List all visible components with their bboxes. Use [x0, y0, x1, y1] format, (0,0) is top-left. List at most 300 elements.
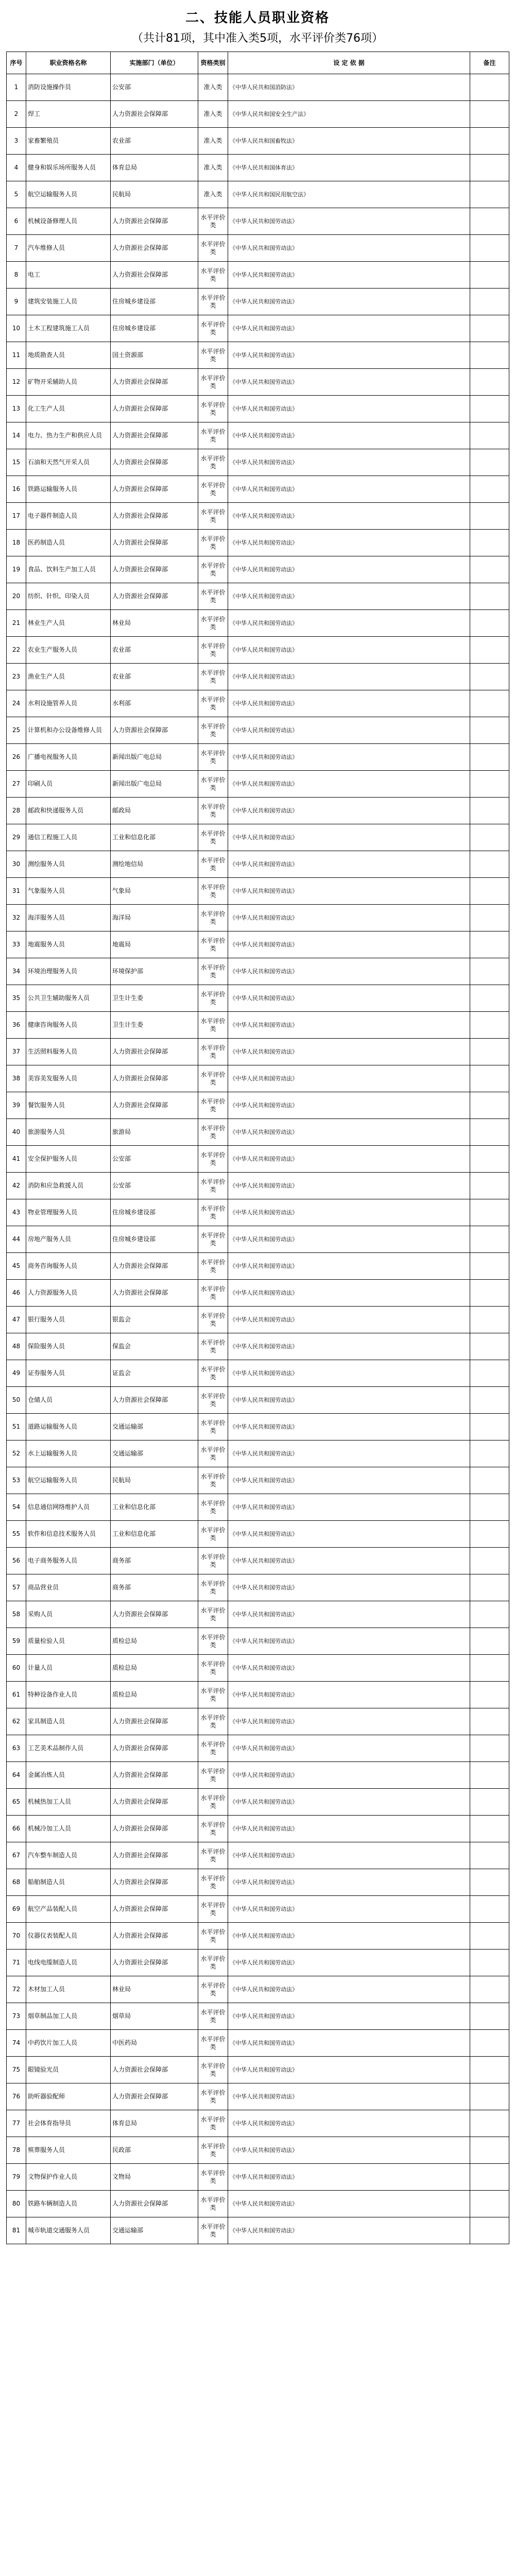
table-row	[7, 1307, 509, 1333]
cell-department: 人力资源社会保障部	[111, 262, 198, 289]
table-row	[7, 449, 509, 476]
cell-category: 水平评价类	[198, 690, 228, 717]
cell-department: 交通运输部	[111, 1440, 198, 1467]
cell-department: 人力资源社会保障部	[111, 1039, 198, 1065]
cell-department: 人力资源社会保障部	[111, 1065, 198, 1092]
table-row	[7, 556, 509, 583]
cell-category: 水平评价类	[198, 2137, 228, 2164]
table-row	[7, 530, 509, 556]
cell-index: 65	[7, 1789, 26, 1816]
cell-department: 人力资源社会保障部	[111, 1842, 198, 1869]
cell-note	[470, 798, 509, 824]
cell-qualification-name: 印刷人员	[26, 771, 111, 798]
cell-note	[470, 2137, 509, 2164]
cell-index: 23	[7, 664, 26, 690]
cell-qualification-name: 木材加工人员	[26, 1976, 111, 2003]
cell-category: 水平评价类	[198, 396, 228, 422]
cell-qualification-name: 矿物开采辅助人员	[26, 369, 111, 396]
cell-qualification-name: 旅游服务人员	[26, 1119, 111, 1146]
cell-category: 水平评价类	[198, 878, 228, 905]
table-row	[7, 931, 509, 958]
cell-qualification-name: 安全保护服务人员	[26, 1146, 111, 1173]
cell-index: 2	[7, 101, 26, 128]
cell-index: 52	[7, 1440, 26, 1467]
cell-index: 78	[7, 2137, 26, 2164]
cell-department: 气象局	[111, 878, 198, 905]
cell-note	[470, 235, 509, 262]
header-category: 资格类别	[198, 52, 228, 74]
cell-note	[470, 1816, 509, 1842]
cell-basis: 《中华人民共和国劳动法》	[228, 396, 470, 422]
cell-basis: 《中华人民共和国安全生产法》	[228, 101, 470, 128]
cell-basis: 《中华人民共和国劳动法》	[228, 1092, 470, 1119]
cell-qualification-name: 保险服务人员	[26, 1333, 111, 1360]
cell-department: 住房城乡建设部	[111, 289, 198, 315]
table-row	[7, 342, 509, 369]
table-row	[7, 610, 509, 637]
cell-basis: 《中华人民共和国劳动法》	[228, 1976, 470, 2003]
cell-index: 46	[7, 1280, 26, 1307]
cell-basis: 《中华人民共和国民用航空法》	[228, 181, 470, 208]
cell-note	[470, 2083, 509, 2110]
cell-basis: 《中华人民共和国劳动法》	[228, 1173, 470, 1199]
cell-qualification-name: 电力、热力生产和供应人员	[26, 422, 111, 449]
table-row	[7, 1146, 509, 1173]
cell-basis: 《中华人民共和国劳动法》	[228, 1307, 470, 1333]
cell-department: 文物局	[111, 2164, 198, 2191]
cell-qualification-name: 地震服务人员	[26, 931, 111, 958]
cell-index: 79	[7, 2164, 26, 2191]
cell-index: 25	[7, 717, 26, 744]
table-row	[7, 1333, 509, 1360]
cell-index: 77	[7, 2110, 26, 2137]
cell-category: 水平评价类	[198, 1173, 228, 1199]
table-row	[7, 878, 509, 905]
header-index: 序号	[7, 52, 26, 74]
cell-qualification-name: 铁路车辆制造人员	[26, 2191, 111, 2217]
cell-note	[470, 1065, 509, 1092]
cell-index: 59	[7, 1628, 26, 1655]
table-row	[7, 2110, 509, 2137]
cell-category: 水平评价类	[198, 2057, 228, 2083]
cell-basis: 《中华人民共和国体育法》	[228, 155, 470, 181]
table-row	[7, 1789, 509, 1816]
cell-index: 9	[7, 289, 26, 315]
cell-basis: 《中华人民共和国劳动法》	[228, 664, 470, 690]
cell-department: 住房城乡建设部	[111, 315, 198, 342]
cell-department: 人力资源社会保障部	[111, 1092, 198, 1119]
cell-category: 水平评价类	[198, 503, 228, 530]
cell-category: 水平评价类	[198, 717, 228, 744]
cell-index: 81	[7, 2217, 26, 2244]
cell-category: 水平评价类	[198, 1199, 228, 1226]
cell-department: 质检总局	[111, 1628, 198, 1655]
cell-qualification-name: 美容美发服务人员	[26, 1065, 111, 1092]
cell-basis: 《中华人民共和国劳动法》	[228, 878, 470, 905]
cell-basis: 《中华人民共和国劳动法》	[228, 2164, 470, 2191]
cell-category: 水平评价类	[198, 771, 228, 798]
table-row	[7, 1574, 509, 1601]
cell-basis: 《中华人民共和国劳动法》	[228, 2083, 470, 2110]
cell-index: 45	[7, 1253, 26, 1280]
table-row	[7, 208, 509, 235]
cell-category: 水平评价类	[198, 342, 228, 369]
cell-index: 40	[7, 1119, 26, 1146]
cell-qualification-name: 水利设施管养人员	[26, 690, 111, 717]
cell-category: 水平评价类	[198, 2030, 228, 2057]
cell-category: 水平评价类	[198, 1682, 228, 1708]
cell-qualification-name: 机械冷加工人员	[26, 1816, 111, 1842]
cell-department: 民政部	[111, 2137, 198, 2164]
table-row	[7, 1762, 509, 1789]
cell-category: 水平评价类	[198, 610, 228, 637]
cell-note	[470, 610, 509, 637]
table-row	[7, 128, 509, 155]
cell-index: 61	[7, 1682, 26, 1708]
cell-index: 42	[7, 1173, 26, 1199]
table-body	[7, 74, 509, 2244]
cell-category: 水平评价类	[198, 664, 228, 690]
cell-basis: 《中华人民共和国劳动法》	[228, 503, 470, 530]
cell-index: 1	[7, 74, 26, 101]
cell-basis: 《中华人民共和国劳动法》	[228, 1574, 470, 1601]
cell-department: 人力资源社会保障部	[111, 1789, 198, 1816]
cell-qualification-name: 采购人员	[26, 1601, 111, 1628]
cell-index: 30	[7, 851, 26, 878]
cell-category: 水平评价类	[198, 851, 228, 878]
cell-qualification-name: 水上运输服务人员	[26, 1440, 111, 1467]
cell-basis: 《中华人民共和国劳动法》	[228, 1119, 470, 1146]
cell-note	[470, 262, 509, 289]
cell-basis: 《中华人民共和国劳动法》	[228, 1601, 470, 1628]
cell-index: 63	[7, 1735, 26, 1762]
cell-department: 质检总局	[111, 1655, 198, 1682]
cell-qualification-name: 化工生产人员	[26, 396, 111, 422]
cell-department: 人力资源社会保障部	[111, 476, 198, 503]
cell-qualification-name: 海洋服务人员	[26, 905, 111, 931]
cell-basis: 《中华人民共和国劳动法》	[228, 235, 470, 262]
cell-department: 农业部	[111, 637, 198, 664]
cell-index: 15	[7, 449, 26, 476]
cell-category: 水平评价类	[198, 369, 228, 396]
cell-note	[470, 1440, 509, 1467]
cell-basis: 《中华人民共和国劳动法》	[228, 1708, 470, 1735]
table-row	[7, 181, 509, 208]
cell-index: 37	[7, 1039, 26, 1065]
cell-basis: 《中华人民共和国劳动法》	[228, 315, 470, 342]
cell-category: 水平评价类	[198, 744, 228, 771]
cell-department: 环境保护部	[111, 958, 198, 985]
cell-category: 水平评价类	[198, 1414, 228, 1440]
table-row	[7, 262, 509, 289]
cell-qualification-name: 生活照料服务人员	[26, 1039, 111, 1065]
cell-basis: 《中华人民共和国劳动法》	[228, 369, 470, 396]
cell-basis: 《中华人民共和国劳动法》	[228, 2137, 470, 2164]
cell-category: 准入类	[198, 74, 228, 101]
cell-index: 21	[7, 610, 26, 637]
cell-qualification-name: 消防和应急救援人员	[26, 1173, 111, 1199]
cell-department: 人力资源社会保障部	[111, 1950, 198, 1976]
cell-qualification-name: 社会体育指导员	[26, 2110, 111, 2137]
cell-note	[470, 208, 509, 235]
cell-qualification-name: 电子商务服务人员	[26, 1548, 111, 1574]
cell-index: 7	[7, 235, 26, 262]
cell-note	[470, 1333, 509, 1360]
table-row	[7, 503, 509, 530]
cell-category: 水平评价类	[198, 583, 228, 610]
cell-category: 水平评价类	[198, 1467, 228, 1494]
cell-category: 水平评价类	[198, 1842, 228, 1869]
cell-qualification-name: 船舶制造人员	[26, 1869, 111, 1896]
cell-note	[470, 771, 509, 798]
table-row	[7, 851, 509, 878]
cell-note	[470, 583, 509, 610]
cell-index: 48	[7, 1333, 26, 1360]
cell-qualification-name: 机械设备修理人员	[26, 208, 111, 235]
cell-index: 60	[7, 1655, 26, 1682]
cell-basis: 《中华人民共和国劳动法》	[228, 1869, 470, 1896]
cell-basis: 《中华人民共和国消防法》	[228, 74, 470, 101]
cell-note	[470, 1012, 509, 1039]
cell-basis: 《中华人民共和国劳动法》	[228, 958, 470, 985]
cell-qualification-name: 证券服务人员	[26, 1360, 111, 1387]
cell-basis: 《中华人民共和国劳动法》	[228, 1280, 470, 1307]
table-row	[7, 1226, 509, 1253]
cell-qualification-name: 仓储人员	[26, 1387, 111, 1414]
cell-note	[470, 664, 509, 690]
cell-basis: 《中华人民共和国劳动法》	[228, 1065, 470, 1092]
cell-qualification-name: 计量人员	[26, 1655, 111, 1682]
cell-qualification-name: 城市轨道交通服务人员	[26, 2217, 111, 2244]
cell-department: 商务部	[111, 1574, 198, 1601]
table-row	[7, 824, 509, 851]
cell-note	[470, 1923, 509, 1950]
cell-qualification-name: 航空产品装配人员	[26, 1896, 111, 1923]
cell-index: 20	[7, 583, 26, 610]
cell-index: 71	[7, 1950, 26, 1976]
cell-category: 准入类	[198, 128, 228, 155]
cell-qualification-name: 航空运输服务人员	[26, 1467, 111, 1494]
cell-department: 测绘地信局	[111, 851, 198, 878]
cell-basis: 《中华人民共和国劳动法》	[228, 1440, 470, 1467]
cell-basis: 《中华人民共和国劳动法》	[228, 1467, 470, 1494]
cell-note	[470, 1146, 509, 1173]
cell-basis: 《中华人民共和国劳动法》	[228, 771, 470, 798]
cell-qualification-name: 健康咨询服务人员	[26, 1012, 111, 1039]
cell-note	[470, 2057, 509, 2083]
cell-qualification-name: 助听器验配师	[26, 2083, 111, 2110]
cell-category: 水平评价类	[198, 1896, 228, 1923]
table-row	[7, 985, 509, 1012]
cell-qualification-name: 消防设施操作员	[26, 74, 111, 101]
table-row	[7, 1896, 509, 1923]
table-row	[7, 1735, 509, 1762]
cell-note	[470, 181, 509, 208]
cell-qualification-name: 金属冶炼人员	[26, 1762, 111, 1789]
cell-index: 11	[7, 342, 26, 369]
cell-basis: 《中华人民共和国劳动法》	[228, 905, 470, 931]
cell-department: 地震局	[111, 931, 198, 958]
table-row	[7, 1440, 509, 1467]
cell-qualification-name: 家具制造人员	[26, 1708, 111, 1735]
cell-index: 3	[7, 128, 26, 155]
table-row	[7, 1387, 509, 1414]
cell-qualification-name: 汽车整车制造人员	[26, 1842, 111, 1869]
cell-category: 水平评价类	[198, 208, 228, 235]
cell-basis: 《中华人民共和国劳动法》	[228, 1226, 470, 1253]
cell-qualification-name: 道路运输服务人员	[26, 1414, 111, 1440]
cell-note	[470, 1173, 509, 1199]
cell-qualification-name: 气象服务人员	[26, 878, 111, 905]
cell-index: 29	[7, 824, 26, 851]
table-row	[7, 396, 509, 422]
cell-category: 水平评价类	[198, 1440, 228, 1467]
table-row	[7, 1039, 509, 1065]
cell-note	[470, 396, 509, 422]
table-row	[7, 315, 509, 342]
cell-basis: 《中华人民共和国劳动法》	[228, 690, 470, 717]
cell-basis: 《中华人民共和国劳动法》	[228, 262, 470, 289]
cell-basis: 《中华人民共和国劳动法》	[228, 2030, 470, 2057]
cell-department: 农业部	[111, 128, 198, 155]
cell-category: 水平评价类	[198, 1816, 228, 1842]
qualification-table	[6, 52, 509, 2244]
cell-category: 水平评价类	[198, 1012, 228, 1039]
cell-basis: 《中华人民共和国劳动法》	[228, 610, 470, 637]
cell-category: 水平评价类	[198, 1065, 228, 1092]
cell-index: 35	[7, 985, 26, 1012]
cell-qualification-name: 铁路运输服务人员	[26, 476, 111, 503]
cell-department: 人力资源社会保障部	[111, 396, 198, 422]
cell-basis: 《中华人民共和国劳动法》	[228, 931, 470, 958]
table-row	[7, 1012, 509, 1039]
cell-qualification-name: 房地产服务人员	[26, 1226, 111, 1253]
table-row	[7, 1494, 509, 1521]
cell-basis: 《中华人民共和国劳动法》	[228, 1816, 470, 1842]
cell-basis: 《中华人民共和国劳动法》	[228, 289, 470, 315]
cell-note	[470, 476, 509, 503]
cell-department: 国土资源部	[111, 342, 198, 369]
cell-category: 水平评价类	[198, 1387, 228, 1414]
cell-index: 26	[7, 744, 26, 771]
cell-index: 6	[7, 208, 26, 235]
cell-category: 水平评价类	[198, 289, 228, 315]
cell-note	[470, 2217, 509, 2244]
cell-category: 水平评价类	[198, 2191, 228, 2217]
cell-qualification-name: 烟草制品加工人员	[26, 2003, 111, 2030]
table-row	[7, 1816, 509, 1842]
cell-qualification-name: 医药制造人员	[26, 530, 111, 556]
cell-note	[470, 530, 509, 556]
cell-category: 水平评价类	[198, 2003, 228, 2030]
cell-basis: 《中华人民共和国劳动法》	[228, 2003, 470, 2030]
cell-index: 38	[7, 1065, 26, 1092]
cell-category: 水平评价类	[198, 1548, 228, 1574]
cell-category: 准入类	[198, 101, 228, 128]
cell-qualification-name: 特种设备作业人员	[26, 1682, 111, 1708]
cell-note	[470, 690, 509, 717]
cell-note	[470, 1762, 509, 1789]
cell-basis: 《中华人民共和国劳动法》	[228, 1387, 470, 1414]
cell-qualification-name: 通信工程施工人员	[26, 824, 111, 851]
cell-category: 水平评价类	[198, 1119, 228, 1146]
cell-category: 准入类	[198, 181, 228, 208]
cell-note	[470, 1521, 509, 1548]
cell-note	[470, 1119, 509, 1146]
cell-basis: 《中华人民共和国劳动法》	[228, 824, 470, 851]
table-row	[7, 1923, 509, 1950]
cell-index: 22	[7, 637, 26, 664]
cell-index: 56	[7, 1548, 26, 1574]
cell-note	[470, 1601, 509, 1628]
cell-basis: 《中华人民共和国劳动法》	[228, 1950, 470, 1976]
table-row	[7, 1253, 509, 1280]
cell-department: 人力资源社会保障部	[111, 2083, 198, 2110]
table-row	[7, 1628, 509, 1655]
cell-category: 水平评价类	[198, 235, 228, 262]
cell-category: 水平评价类	[198, 2110, 228, 2137]
table-row	[7, 2083, 509, 2110]
cell-note	[470, 1226, 509, 1253]
cell-department: 人力资源社会保障部	[111, 1735, 198, 1762]
table-row	[7, 1173, 509, 1199]
cell-department: 交通运输部	[111, 2217, 198, 2244]
table-row	[7, 1655, 509, 1682]
table-row	[7, 2217, 509, 2244]
cell-index: 64	[7, 1762, 26, 1789]
cell-category: 水平评价类	[198, 1655, 228, 1682]
cell-category: 水平评价类	[198, 1923, 228, 1950]
cell-department: 交通运输部	[111, 1414, 198, 1440]
table-row	[7, 1869, 509, 1896]
cell-department: 人力资源社会保障部	[111, 422, 198, 449]
table-row	[7, 1414, 509, 1440]
cell-basis: 《中华人民共和国劳动法》	[228, 637, 470, 664]
cell-basis: 《中华人民共和国劳动法》	[228, 798, 470, 824]
header-qualification-name: 职业资格名称	[26, 52, 111, 74]
cell-department: 人力资源社会保障部	[111, 1923, 198, 1950]
cell-qualification-name: 餐饮服务人员	[26, 1092, 111, 1119]
cell-qualification-name: 食品、饮料生产加工人员	[26, 556, 111, 583]
cell-category: 水平评价类	[198, 985, 228, 1012]
table-row	[7, 74, 509, 101]
cell-qualification-name: 环境治理服务人员	[26, 958, 111, 985]
cell-basis: 《中华人民共和国劳动法》	[228, 1789, 470, 1816]
cell-note	[470, 1253, 509, 1280]
table-row	[7, 2164, 509, 2191]
cell-index: 70	[7, 1923, 26, 1950]
cell-basis: 《中华人民共和国劳动法》	[228, 208, 470, 235]
cell-basis: 《中华人民共和国劳动法》	[228, 1842, 470, 1869]
cell-index: 27	[7, 771, 26, 798]
cell-department: 体育总局	[111, 155, 198, 181]
cell-qualification-name: 商务咨询服务人员	[26, 1253, 111, 1280]
cell-basis: 《中华人民共和国劳动法》	[228, 1923, 470, 1950]
cell-index: 36	[7, 1012, 26, 1039]
cell-basis: 《中华人民共和国劳动法》	[228, 2217, 470, 2244]
cell-qualification-name: 地质勘查人员	[26, 342, 111, 369]
cell-note	[470, 101, 509, 128]
cell-department: 中医药局	[111, 2030, 198, 2057]
cell-index: 76	[7, 2083, 26, 2110]
cell-category: 水平评价类	[198, 637, 228, 664]
cell-category: 水平评价类	[198, 1280, 228, 1307]
cell-note	[470, 824, 509, 851]
table-row	[7, 1360, 509, 1387]
cell-index: 24	[7, 690, 26, 717]
cell-qualification-name: 邮政和快递服务人员	[26, 798, 111, 824]
cell-note	[470, 905, 509, 931]
